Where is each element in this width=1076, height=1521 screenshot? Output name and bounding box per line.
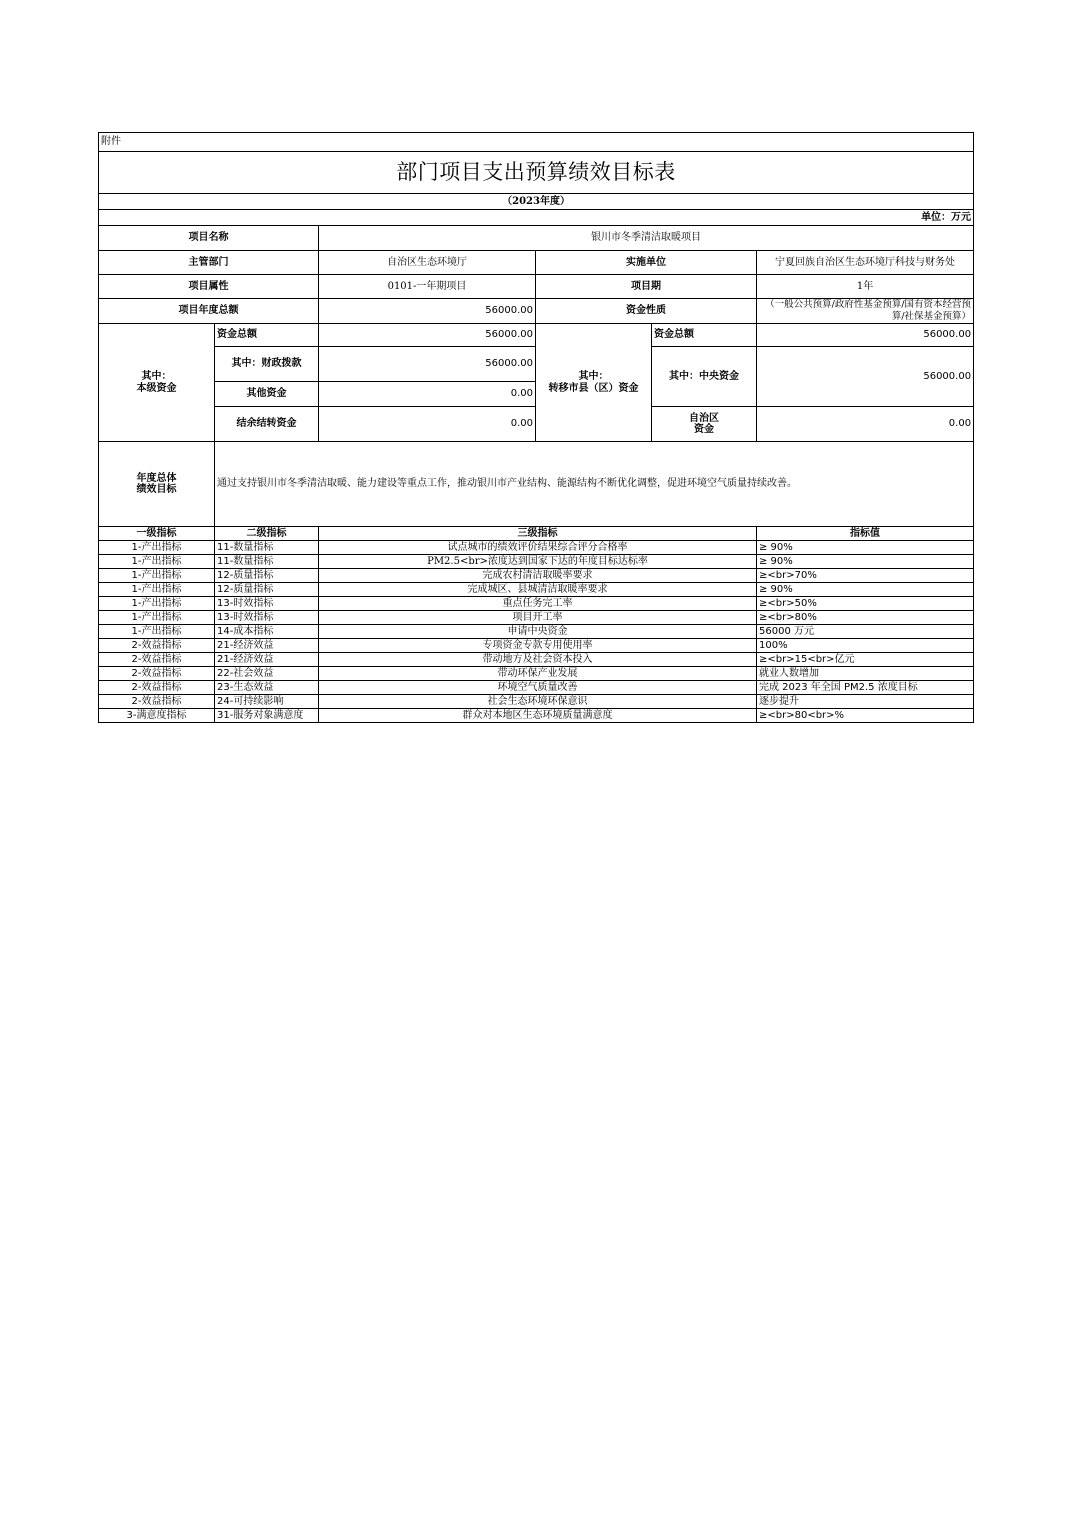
level3-indicator: PM2.5<br>浓度达到国家下达的年度目标达标率 (319, 555, 757, 569)
annual-goal-text: 通过支持银川市冬季清洁取暖、能力建设等重点工作，推动银川市产业结构、能源结构不断优化调整，促进环境空气质量持续改善。 (215, 442, 974, 527)
indicator-value: ≥<br>50% (757, 597, 974, 611)
level1-indicator: 1-产出指标 (99, 555, 215, 569)
level1-indicator: 2-效益指标 (99, 639, 215, 653)
level1-indicator: 1-产出指标 (99, 569, 215, 583)
level2-indicator: 11-数量指标 (215, 555, 319, 569)
level1-indicator: 2-效益指标 (99, 653, 215, 667)
fund-nature-label: 资金性质 (536, 299, 757, 324)
indicator-value: ≥<br>80% (757, 611, 974, 625)
level1-indicator: 2-效益指标 (99, 667, 215, 681)
level1-indicator: 2-效益指标 (99, 681, 215, 695)
project-attribute-label: 项目属性 (99, 275, 319, 299)
table-row (99, 541, 974, 555)
indicator-value: 就业人数增加 (757, 667, 974, 681)
level2-indicator: 13-时效指标 (215, 611, 319, 625)
table-row (99, 569, 974, 583)
unit-label: 单位：万元 (99, 210, 974, 226)
level2-indicator: 23-生态效益 (215, 681, 319, 695)
table-row (99, 695, 974, 709)
indicator-value: 56000 万元 (757, 625, 974, 639)
level2-indicator: 31-服务对象满意度 (215, 709, 319, 723)
indicator-value: ≥ 90% (757, 541, 974, 555)
level3-indicator: 环境空气质量改善 (319, 681, 757, 695)
table-row (99, 653, 974, 667)
level3-indicator: 申请中央资金 (319, 625, 757, 639)
table-row (99, 667, 974, 681)
level3-indicator: 重点任务完工率 (319, 597, 757, 611)
project-attribute: 0101-一年期项目 (319, 275, 536, 299)
project-name: 银川市冬季清洁取暖项目 (319, 226, 974, 251)
project-period-label: 项目期 (536, 275, 757, 299)
local-funds-group: 其中： 本级资金 (99, 324, 215, 442)
header-level3: 三级指标 (319, 527, 757, 541)
local-total: 56000.00 (319, 324, 536, 347)
indicator-value: ≥<br>70% (757, 569, 974, 583)
level2-indicator: 24-可持续影响 (215, 695, 319, 709)
implementing-unit: 宁夏回族自治区生态环境厅科技与财务处 (757, 251, 974, 275)
table-row (99, 681, 974, 695)
attachment-label: 附件 (99, 133, 974, 152)
indicator-value: ≥<br>15<br>亿元 (757, 653, 974, 667)
carryover-funds: 0.00 (319, 407, 536, 442)
table-row (99, 639, 974, 653)
level2-indicator: 14-成本指标 (215, 625, 319, 639)
level3-indicator: 社会生态环境环保意识 (319, 695, 757, 709)
level2-indicator: 21-经济效益 (215, 639, 319, 653)
indicator-value: ≥ 90% (757, 583, 974, 597)
supervising-dept: 自治区生态环境厅 (319, 251, 536, 275)
annual-total-label: 项目年度总额 (99, 299, 319, 324)
level3-indicator: 带动地方及社会资本投入 (319, 653, 757, 667)
annual-goal-label: 年度总体 绩效目标 (99, 442, 215, 527)
fund-nature: （一般公共预算/政府性基金预算/国有资本经营预算/社保基金预算） (757, 299, 974, 324)
level2-indicator: 13-时效指标 (215, 597, 319, 611)
level1-indicator: 1-产出指标 (99, 583, 215, 597)
level2-indicator: 11-数量指标 (215, 541, 319, 555)
level2-indicator: 12-质量指标 (215, 583, 319, 597)
table-row (99, 555, 974, 569)
table-row (99, 625, 974, 639)
level2-indicator: 12-质量指标 (215, 569, 319, 583)
transfer-funds-group: 其中： 转移市县（区）资金 (536, 324, 652, 442)
transfer-total-label: 资金总额 (652, 324, 757, 347)
indicator-value: 逐步提升 (757, 695, 974, 709)
transfer-total: 56000.00 (757, 324, 974, 347)
table-row (99, 611, 974, 625)
level3-indicator: 试点城市的绩效评价结果综合评分合格率 (319, 541, 757, 555)
table-row (99, 709, 974, 723)
other-funds: 0.00 (319, 382, 536, 407)
level1-indicator: 1-产出指标 (99, 611, 215, 625)
level3-indicator: 群众对本地区生态环境质量满意度 (319, 709, 757, 723)
annual-total: 56000.00 (319, 299, 536, 324)
carryover-funds-label: 结余结转资金 (215, 407, 319, 442)
level3-indicator: 完成农村清洁取暖率要求 (319, 569, 757, 583)
fiscal-appropriation: 56000.00 (319, 347, 536, 382)
level1-indicator: 1-产出指标 (99, 597, 215, 611)
project-period: 1年 (757, 275, 974, 299)
other-funds-label: 其他资金 (215, 382, 319, 407)
level3-indicator: 完成城区、县城清洁取暖率要求 (319, 583, 757, 597)
indicator-rows (99, 541, 974, 723)
project-name-label: 项目名称 (99, 226, 319, 251)
supervising-dept-label: 主管部门 (99, 251, 319, 275)
level1-indicator: 1-产出指标 (99, 541, 215, 555)
performance-target-table (98, 132, 974, 723)
header-level2: 二级指标 (215, 527, 319, 541)
fiscal-year: （2023年度） (99, 194, 974, 210)
level1-indicator: 1-产出指标 (99, 625, 215, 639)
level3-indicator: 带动环保产业发展 (319, 667, 757, 681)
indicator-value: 完成 2023 年全国 PM2.5 浓度目标 (757, 681, 974, 695)
level1-indicator: 3-满意度指标 (99, 709, 215, 723)
region-funds-label: 自治区 资金 (652, 407, 757, 442)
table-row (99, 583, 974, 597)
header-level1: 一级指标 (99, 527, 215, 541)
indicator-value: 100% (757, 639, 974, 653)
region-funds: 0.00 (757, 407, 974, 442)
central-funds-label: 其中：中央资金 (652, 347, 757, 407)
fiscal-appropriation-label: 其中：财政拨款 (215, 347, 319, 382)
level2-indicator: 21-经济效益 (215, 653, 319, 667)
table-row (99, 597, 974, 611)
header-value: 指标值 (757, 527, 974, 541)
local-total-label: 资金总额 (215, 324, 319, 347)
page-title: 部门项目支出预算绩效目标表 (99, 152, 974, 194)
level3-indicator: 专项资金专款专用使用率 (319, 639, 757, 653)
level1-indicator: 2-效益指标 (99, 695, 215, 709)
indicator-value: ≥ 90% (757, 555, 974, 569)
level2-indicator: 22-社会效益 (215, 667, 319, 681)
indicator-value: ≥<br>80<br>% (757, 709, 974, 723)
central-funds: 56000.00 (757, 347, 974, 407)
implementing-unit-label: 实施单位 (536, 251, 757, 275)
level3-indicator: 项目开工率 (319, 611, 757, 625)
